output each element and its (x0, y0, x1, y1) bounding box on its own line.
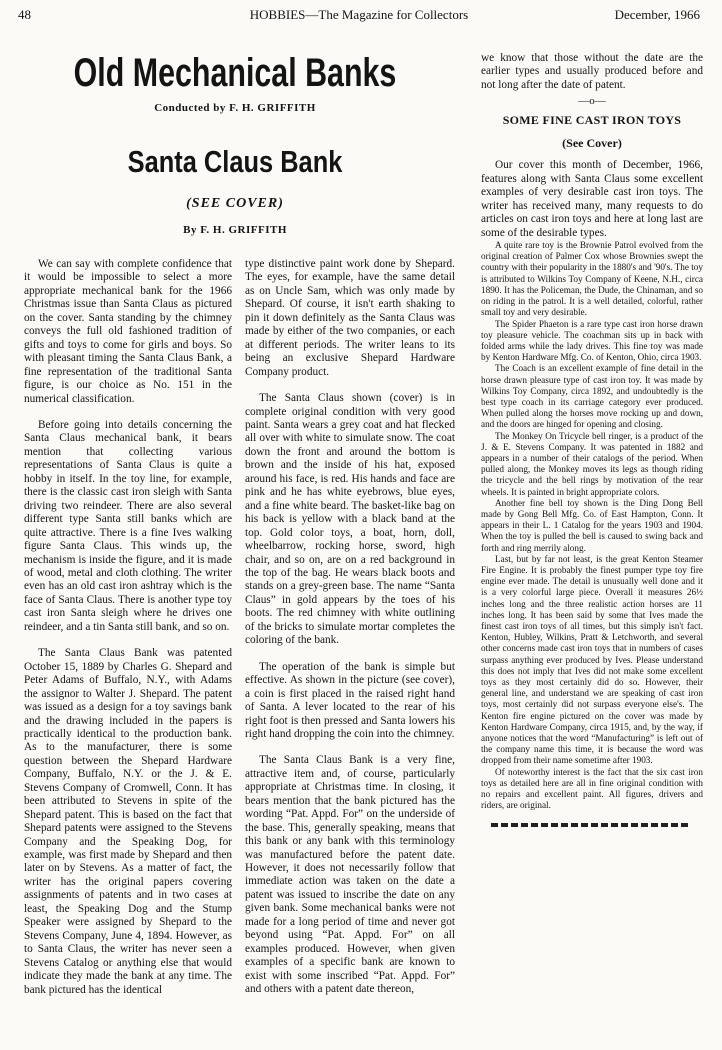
byline: By F. H. GRIFFITH (183, 224, 287, 236)
publication-name: HOBBIES—The Magazine for Collectors (249, 7, 469, 22)
title-block (20, 50, 450, 236)
issue-date: December, 1966 (614, 7, 700, 22)
see-cover-note: (SEE COVER) (186, 196, 284, 211)
paragraph: Another fine bell toy shown is the Ding Dong Bell made by Gong Bell Mfg. Co. of East Hampton, Conn. It appears in their L. 1 Catalog for the years 1903 and 1904. When the toy is pulled the bell is caused to swing back and forth and ring merrily along. (481, 497, 703, 553)
paragraph: The Monkey On Tricycle bell ringer, is a product of the J. & E. Stevens Company. It was patented in 1882 and appears in a number of their catalogs of the period. When pulled along, the Monkey moves its legs as though riding the tricycle and the bell rings by motivation of the rear wheels. It is painted in bright appropriate colors. (481, 430, 703, 497)
section-heading: SOME FINE CAST IRON TOYS (502, 113, 682, 128)
article-title: Santa Claus Bank (127, 144, 343, 179)
page-header (18, 4, 700, 26)
paragraph: The Santa Claus Bank is a very fine, attractive item and, of course, particularly appropriate at Christmas time. In closing, it bears mention that the bank pictured has the wording “Pat. Appd. For” on the underside of the base. This, generally speaking, means that this bank or any bank with this terminology was manufactured before the patent date. However, it does not necessarily follow that immediate action was taken on the date a patent was issued to inscribe the date on any given bank. Some mechanical banks were not made for a long period of time and never got beyond using “Pat. Appd. For” on all examples produced. However, when given examples of a specific bank are known to exist with some inscribed “Pat. Appd. For” and others with a patent date thereon, (245, 754, 455, 996)
paragraph: The Spider Phaeton is a rare type cast iron horse drawn toy pleasure vehicle. The coachman sits up in back with folded arms while the lady drives. This fine toy was made by Kenton Hardware Mfg. Co. of Kenton, Ohio, circa 1903. (481, 318, 703, 363)
paragraph: Of noteworthy interest is the fact that the six cast iron toys as detailed here are all in fine original condition with no repairs and excellent paint. All figures, drivers and riders, are original. (481, 766, 703, 811)
paragraph: The Santa Claus Bank was patented October 15, 1889 by Charles G. Shepard and Peter Adams of Buffalo, N.Y., with Adams the assignor to Walter J. Shepard. The patent was issued as a design for a toy savings bank and the drawing included in the papers is practically identical to the production bank. As to the manufacturer, there is some question between the Shepard Hardware Company, Buffalo, N.Y. or the J. & E. Stevens Company of Cromwell, Conn. It has been attributed to Stevens in spite of the Shepard patent. This is based on the fact that Shepard patents were assigned to the Stevens Company and the Speaking Dog, for example, was first made by Shepard and then later on by Stevens. As a matter of fact, the writer has the original papers covering assignments of patents and in two cases at least, the Speaking Dog and the Stump Speaker were assigned by Shepard to the Stevens Company, June 4, 1894. However, as to Santa Claus, the writer has never seen a Stevens Catalog or anything else that would indicate they made the bank at any time. The bank pictured has the identical (24, 647, 232, 996)
column-title: Old Mechanical Banks (73, 51, 397, 95)
conducted-by: Conducted by F. H. GRIFFITH (154, 102, 316, 114)
paragraph: The Coach is an excellent example of fine detail in the horse drawn pleasure type of cast iron toy. It was made by Wilkins Toy Company, circa 1892, and undoubtedly is the best type coach in its carriage category ever produced. When pulled along the horses move rocking up and down, and the doors are hinged for opening and closing. (481, 363, 703, 430)
paragraph: Our cover this month of December, 1966, features along with Santa Claus some excellent examples of very desirable cast iron toys. The writer has received many, many requests to do articles on cast iron toys and here at long last are some of the desirable types. (481, 159, 703, 239)
column-3 (481, 52, 703, 827)
paragraph: The Santa Claus shown (cover) is in complete original condition with very good paint. Santa wears a grey coat and hat flecked all over with white to simulate snow. The coat down the front and around the bottom is brown and the inside of his hat, exposed around his face, is red. His hands and face are pink and he has white eyebrows, blue eyes, and a fine white beard. The basket-like bag on his back is yellow with a black band at the top. Gold color toys, a boat, horn, doll, wheelbarrow, rocking horse, sword, high chair, and so on, are on a red background in the top of the bag. He wears black boots and stands on a grey-green base. The name “Santa Claus” in gold appears by the toes of his boots. The red chimney with white outlining of the bricks to simulate mortar completes the coloring of the bank. (245, 392, 455, 647)
paragraph: type distinctive paint work done by Shepard. The eyes, for example, have the same detail as on Uncle Sam, which was only made by Shepard. Of course, it isn't earth shaking to pin it down definitely as the Santa Claus was made by either of the two companies, or each at different periods. The writer leans to its being an exclusive Shepard Hardware Company product. (245, 258, 455, 378)
paragraph: Before going into details concerning the Santa Claus mechanical bank, it bears mention that collecting various representations of Santa Claus is quite a hobby in itself. In the toy line, for example, there is the classic cast iron sleigh with Santa driving two reindeer. There are also several different type Santa still banks which are quite attractive. There is a fine Ives walking figure Santa Claus. This winds up, the mechanism is inside the figure, and it is made of wood, metal and cloth clothing. The writer even has an old cast iron ashtray which is the face of Santa Claus. There is another type toy cast iron Santa sleigh where he drives one reindeer, and a tin Santa still bank, and so on. (24, 418, 232, 633)
paragraph: We can say with complete confidence that it would be impossible to select a more appropriate mechanical bank for the 1966 Christmas issue than Santa Claus as pictured on the cover. Santa standing by the chimney conveys the full old fashioned tradition of gifts and toys to come for girls and boys. So with pleasant timing the Santa Claus Bank, a fine representation of the traditional Santa figure, is our choice as No. 151 in the numerical classification. (24, 258, 232, 405)
paragraph: A quite rare toy is the Brownie Patrol evolved from the original creation of Palmer Cox whose Brownies swept the country with their popularity in the 1880's and '90's. The toy is attributed to Wilkins Toy Company of Keene, N.H., circa 1890. It has the Policeman, the Dude, the Chinaman, and so on riding in the patrol. It is a well detailed, colorful, rather small toy and very desirable. (481, 240, 703, 318)
section-subheading: (See Cover) (562, 136, 622, 151)
paragraph: Last, but by far not least, is the great Kenton Steamer Fire Engine. It is probably the finest pumper type toy fire engine ever made. The detail is unusually well done and it is a very colorful large piece. Overall it measures 26½ inches long and the three realistic action horses are 11 inches long. It has been said by some that Ives made the finest cast iron toys of all times, but this simply isn't fact. Kenton, Hubley, Wilkins, Pratt & Letchworth, and several other concerns made cast iron toys that in numbers of cases surpass anything ever produced by Ives. Please understand this does not imply that Ives did not make some excellent toys as they most certainly did do so. However, their general line, and understand we are speaking of cast iron toys, most certainly did not surpass everyone else's. The Kenton fire engine pictured on the cover was made by Kenton Hardware Company, circa 1915, and, by the way, if anyone notices that the word “Manufacturing” is left out of the company name this time, it is because the word was dropped from their name sometime after 1903. (481, 553, 703, 766)
paragraph: we know that those without the date are the earlier types and usually produced before and not long after the date of patent. (481, 52, 703, 91)
paragraph: The operation of the bank is simple but effective. As shown in the picture (see cover), a coin is first placed in the raised right hand of Santa. A lever located to the rear of his right foot is then pressed and Santa lowers his right hand dropping the coin into the chimney. (245, 660, 455, 740)
column-2 (245, 258, 455, 997)
section-divider: —o— (578, 95, 606, 108)
end-rule (491, 823, 691, 827)
column-1 (24, 258, 232, 997)
page-number: 48 (18, 7, 31, 22)
